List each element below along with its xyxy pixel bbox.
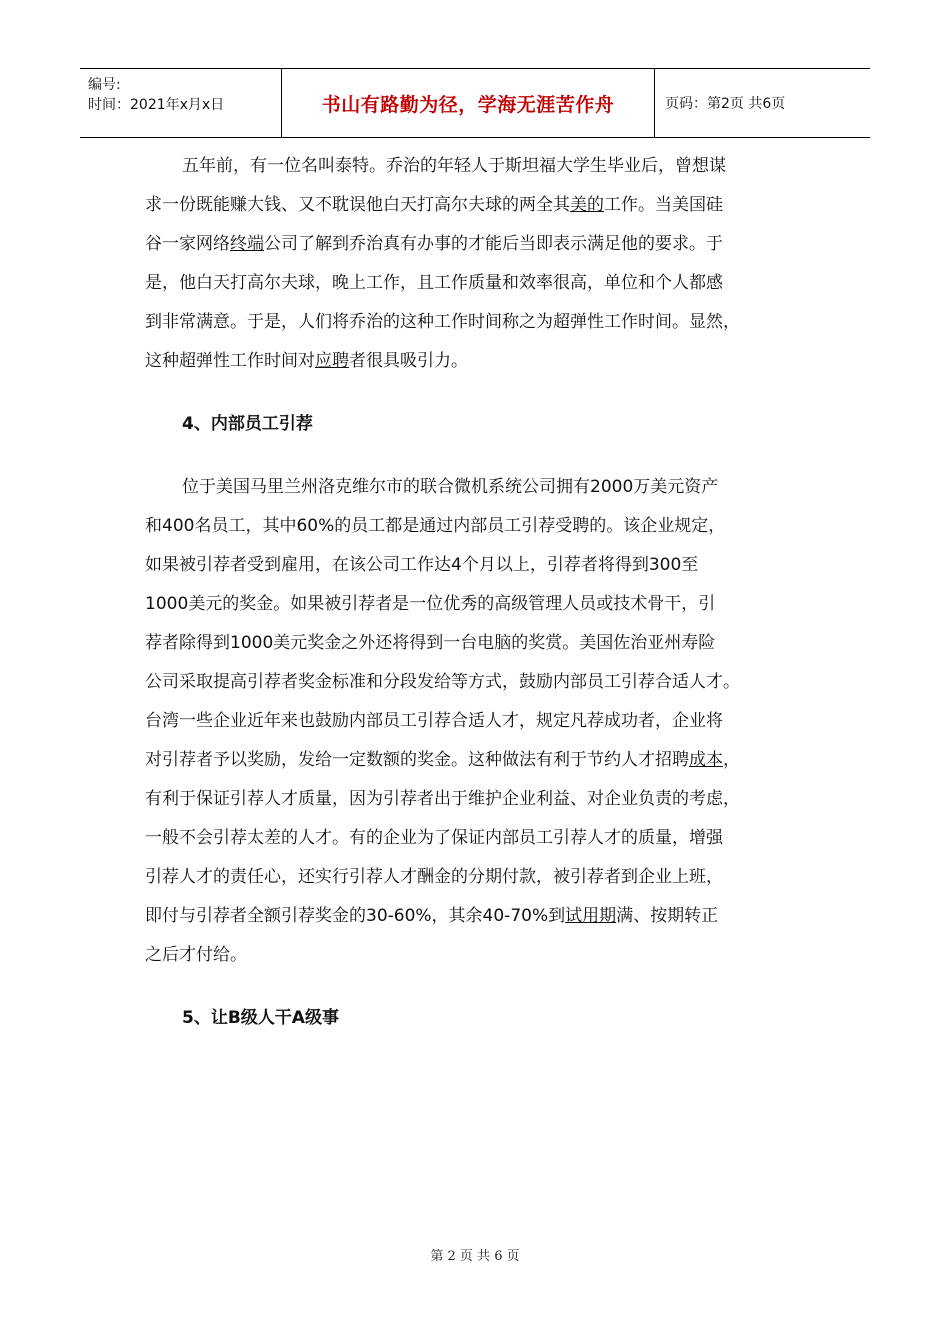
text-line: 位于美国马里兰州洛克维尔市的联合微机系统公司拥有2000万美元资产 — [182, 477, 719, 497]
text-line: 求一份既能赚大钱、又不耽误他白天打高尔夫球的两全其美的工作。当美国硅 — [145, 195, 723, 215]
header-page-info: 页码：第2页 共6页 — [665, 96, 786, 112]
page-header — [80, 68, 870, 138]
text-line: 和400名员工，其中60%的员工都是通过内部员工引荐受聘的。该企业规定， — [145, 516, 726, 536]
text-line: 之后才付给。 — [145, 945, 247, 965]
text-line: 五年前，有一位名叫泰特。乔治的年轻人于斯坦福大学生毕业后，曾想谋 — [182, 156, 726, 176]
underlined-term: 美的 — [570, 195, 604, 215]
underlined-term: 终端 — [230, 234, 264, 254]
page-footer: 第 2 页 共 6 页 — [430, 1249, 520, 1264]
text-line: 一般不会引荐太差的人才。有的企业为了保证内部员工引荐人才的质量，增强 — [145, 828, 723, 848]
number-label: 编号: — [88, 77, 121, 93]
text-line: 是，他白天打高尔夫球，晚上工作，且工作质量和效率很高，单位和个人都感 — [145, 273, 723, 293]
text-line: 对引荐者予以奖励，发给一定数额的奖金。这种做法有利于节约人才招聘成本， — [145, 750, 740, 770]
document-body — [145, 147, 805, 1038]
text-line: 到非常满意。于是，人们将乔治的这种工作时间称之为超弹性工作时间。显然， — [145, 312, 740, 332]
underlined-term: 试用期 — [565, 906, 617, 926]
text-line: 有利于保证引荐人才质量，因为引荐者出于维护企业利益、对企业负责的考虑， — [145, 789, 740, 809]
text-line: 台湾一些企业近年来也鼓励内部员工引荐合适人才，规定凡荐成功者，企业将 — [145, 711, 723, 731]
text-line: 荐者除得到1000美元奖金之外还将得到一台电脑的奖赏。美国佐治亚州寿险 — [145, 633, 716, 653]
text-line: 这种超弹性工作时间对应聘者很具吸引力。 — [145, 351, 468, 371]
underlined-term: 成本 — [689, 750, 723, 770]
text-line: 引荐人才的责任心，还实行引荐人才酬金的分期付款，被引荐者到企业上班， — [145, 867, 723, 887]
underlined-term: 应聘 — [315, 351, 349, 371]
header-motto: 书山有路勤为径，学海无涯苦作舟 — [282, 69, 655, 137]
text-line: 谷一家网络终端公司了解到乔治真有办事的才能后当即表示满足他的要求。于 — [145, 234, 723, 254]
date-label: 时间：2021年x月x日 — [88, 97, 225, 113]
paragraph-flexible-hours — [145, 147, 805, 381]
text-line: 即付与引荐者全额引荐奖金的30-60%，其余40-70%到试用期满、按期转正 — [145, 906, 719, 926]
text-line: 1000美元的奖金。如果被引荐者是一位优秀的高级管理人员或技术骨干，引 — [145, 594, 716, 614]
section-heading-4: 4、内部员工引荐 — [182, 414, 313, 434]
text-line: 如果被引荐者受到雇用，在该公司工作达4个月以上，引荐者将得到300至 — [145, 555, 699, 575]
header-left-cell — [80, 69, 282, 137]
paragraph-referral — [145, 468, 805, 975]
text-line: 公司采取提高引荐者奖金标准和分段发给等方式，鼓励内部员工引荐合适人才。 — [145, 672, 740, 692]
section-heading-5: 5、让B级人干A级事 — [182, 1008, 339, 1028]
